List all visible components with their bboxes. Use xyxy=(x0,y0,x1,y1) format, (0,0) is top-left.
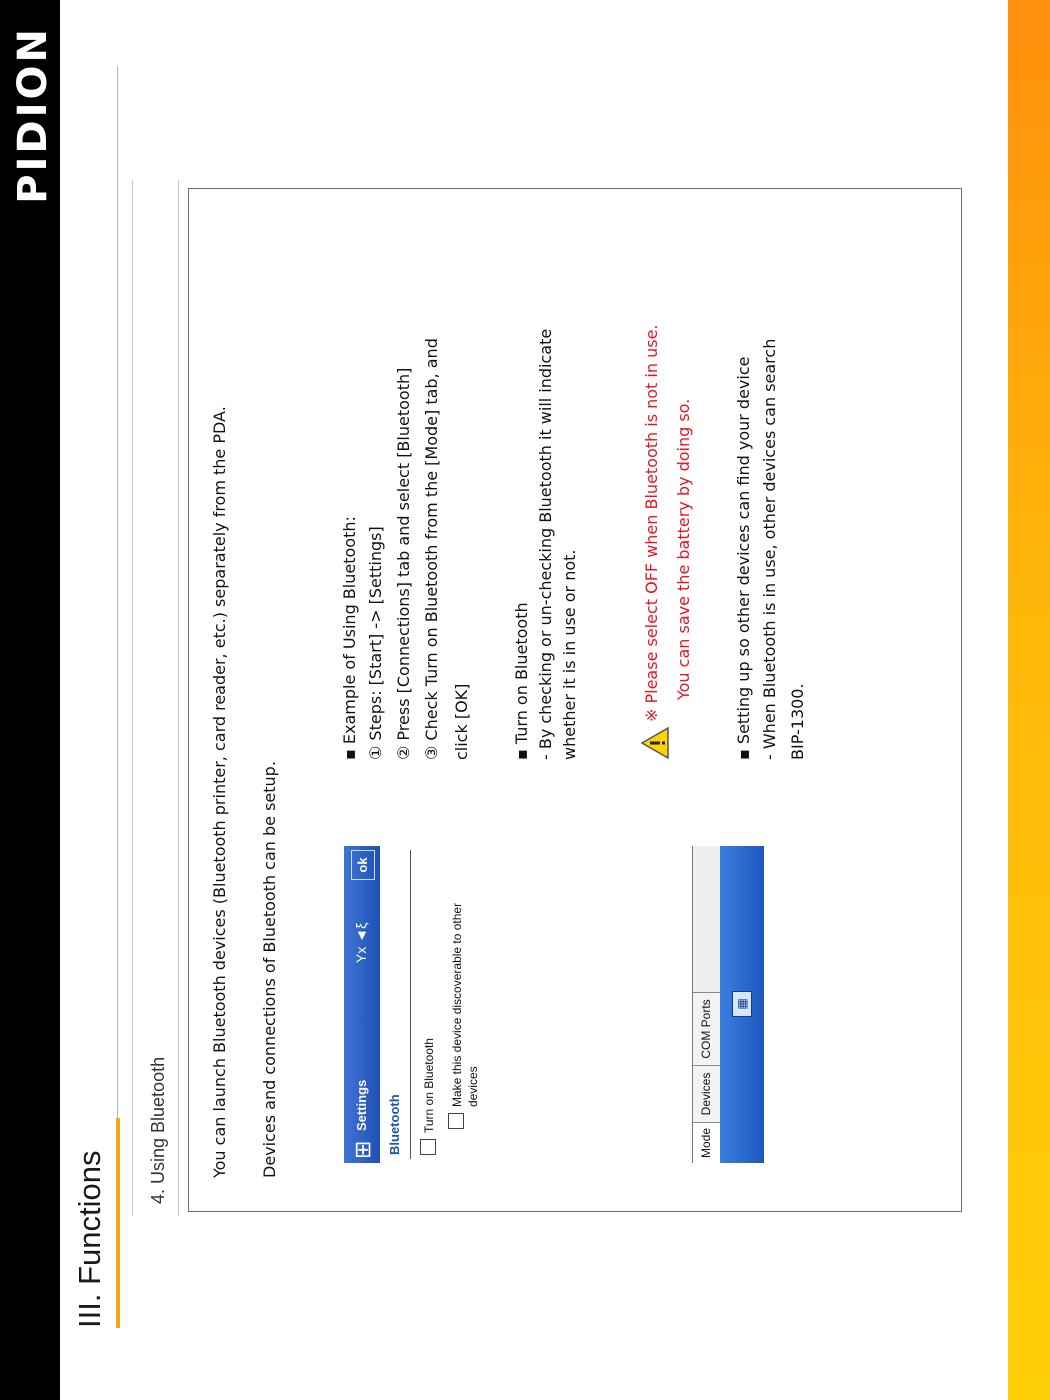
example-step-1: ① Steps: [Start] -> [Settings] xyxy=(366,526,385,760)
windows-start-icon: ⊞ xyxy=(350,1140,375,1159)
status-icons: Yx ◄ξ xyxy=(353,922,369,963)
tab-devices[interactable]: Devices xyxy=(693,1065,720,1122)
example-step-2: ② Press [Connections] tab and select [Bluetooth] xyxy=(394,367,413,760)
discoverable-label-line2: devices xyxy=(466,1066,480,1107)
turn-on-bluetooth-checkbox[interactable] xyxy=(420,1139,436,1155)
pda-heading: Bluetooth xyxy=(387,1094,402,1155)
turn-on-title: ▪ Turn on Bluetooth xyxy=(512,602,531,760)
pda-titlebar xyxy=(344,846,380,1163)
setup-line-1: - When Bluetooth is in use, other devices can search xyxy=(760,338,779,760)
title-accent-line xyxy=(116,1118,120,1328)
turn-on-line-1: - By checking or un-checking Bluetooth it will indicate xyxy=(536,328,555,760)
tab-com-ports[interactable]: COM Ports xyxy=(693,992,720,1065)
example-title: ▪ Example of Using Bluetooth: xyxy=(340,516,359,760)
example-step-3-continued: click [OK] xyxy=(452,683,471,760)
discoverable-label-line1: Make this device discoverable to other xyxy=(450,902,464,1107)
tab-mode[interactable]: Mode xyxy=(693,1122,720,1163)
pda-tab-bar xyxy=(692,846,721,1163)
pda-divider xyxy=(410,850,411,1159)
bottom-brand-strip xyxy=(1008,0,1050,1400)
setup-line-2: BIP-1300. xyxy=(788,683,807,760)
pda-app-title: Settings xyxy=(354,1079,369,1131)
pda-command-bar xyxy=(720,846,764,1163)
pda-screenshot xyxy=(344,846,764,1163)
setup-title: ▪ Setting up so other devices can find your device xyxy=(734,356,753,760)
title-divider xyxy=(117,66,118,1118)
brand-logo: PIDION xyxy=(10,26,56,204)
warning-line-2: You can save the battery by doing so. xyxy=(674,398,693,700)
discoverable-checkbox[interactable] xyxy=(448,1113,464,1129)
warning-icon xyxy=(640,726,670,760)
turn-on-bluetooth-label: Turn on Bluetooth xyxy=(422,1038,436,1133)
subsection-title: 4. Using Bluetooth xyxy=(148,1056,168,1204)
intro-line-2: Devices and connections of Bluetooth can be setup. xyxy=(260,761,279,1178)
intro-line-1: You can launch Bluetooth devices (Bluetooth printer, card reader, etc.) separately from the PDA. xyxy=(210,406,229,1178)
ok-button[interactable]: ok xyxy=(351,850,375,880)
example-step-3: ③ Check Turn on Bluetooth from the [Mode] tab, and xyxy=(422,338,441,760)
brand-bar xyxy=(0,0,60,1400)
subsection-rule-bottom xyxy=(178,180,179,1216)
keyboard-icon[interactable]: ▦ xyxy=(732,991,752,1017)
turn-on-line-2: whether it is in use or not. xyxy=(560,549,579,760)
subsection-rule-top xyxy=(132,180,133,1216)
section-title: III. Functions xyxy=(72,1150,107,1328)
warning-line-1: ※ Please select OFF when Bluetooth is not in use. xyxy=(642,324,661,722)
